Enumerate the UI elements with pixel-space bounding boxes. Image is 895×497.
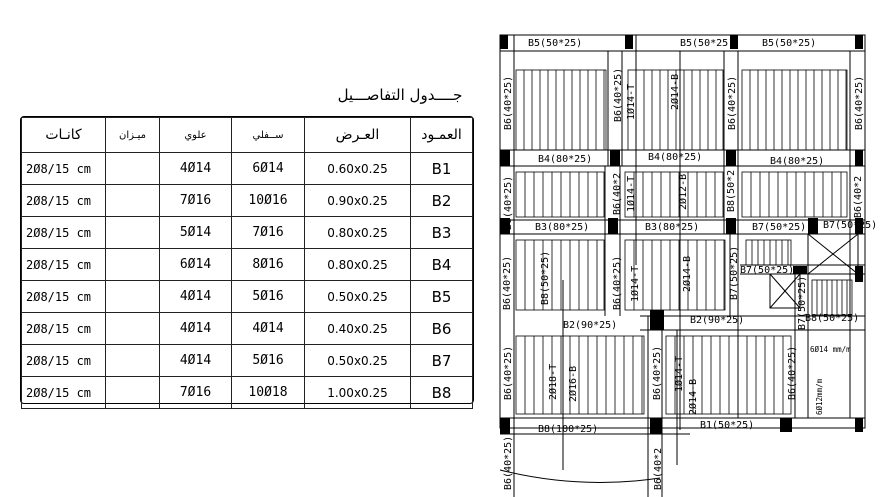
- header-dims: العـرض: [305, 118, 411, 153]
- cell-code: B4: [411, 249, 473, 281]
- cell-dims: 0.60x0.25: [305, 153, 411, 185]
- beam-label: B6(40*25): [727, 75, 738, 130]
- beam-label: B7(50*25): [752, 222, 807, 233]
- slab-panel: [516, 240, 604, 310]
- column: [610, 150, 620, 166]
- cell-stirrups: 2Ø8/15 cm: [22, 153, 106, 185]
- header-balance: ميـزان: [106, 118, 160, 153]
- beam-label: B8(50*2: [726, 169, 737, 212]
- cell-stirrups: 2Ø8/15 cm: [22, 281, 106, 313]
- beam-label: B5(50*25): [528, 38, 583, 49]
- column: [808, 218, 818, 234]
- rebar-label: 1Ø14-T: [674, 355, 685, 392]
- beam-label: B8(50*25): [805, 313, 860, 324]
- beam-label: B1(50*25): [700, 420, 755, 431]
- column: [855, 266, 863, 282]
- beam-label: B6(40*2: [653, 447, 664, 490]
- cell-bottom: 10Ø16: [232, 185, 305, 217]
- column: [726, 150, 736, 166]
- beam-label: B3(80*25): [645, 222, 700, 233]
- beam-label: B8(50*25): [540, 250, 551, 305]
- column: [855, 418, 863, 432]
- cell-bottom: 5Ø16: [232, 345, 305, 377]
- column: [855, 35, 863, 49]
- mesh-note: 6Ø12mm/m: [815, 378, 824, 415]
- cell-bottom: 5Ø16: [232, 281, 305, 313]
- cell-stirrups: 2Ø8/15 cm: [22, 345, 106, 377]
- cell-code: B6: [411, 313, 473, 345]
- cell-bottom: 10Ø18: [232, 377, 305, 409]
- cell-dims: 0.80x0.25: [305, 217, 411, 249]
- cell-top: 7Ø16: [160, 185, 232, 217]
- beam-label: B7(50*25): [823, 220, 878, 231]
- beam-label: B6(40*2: [853, 175, 864, 218]
- slab-panel: [746, 240, 791, 265]
- column: [608, 218, 618, 234]
- header-stirrups: كانـات: [22, 118, 106, 153]
- header-top: علوي: [160, 118, 232, 153]
- cell-bottom: 7Ø16: [232, 217, 305, 249]
- beam-label: B7(50*25): [740, 265, 795, 276]
- beam-label: B6(40*25): [613, 67, 624, 122]
- cell-top: 7Ø16: [160, 377, 232, 409]
- rebar-labels: [547, 74, 851, 415]
- column: [793, 266, 807, 274]
- beam-label: B4(80*25): [770, 156, 825, 167]
- cell-top: 4Ø14: [160, 153, 232, 185]
- cell-top: 4Ø14: [160, 281, 232, 313]
- cell-top: 6Ø14: [160, 249, 232, 281]
- header-bottom: ســفلي: [232, 118, 305, 153]
- cell-bottom: 6Ø14: [232, 153, 305, 185]
- beam-label: B8(100*25): [538, 424, 599, 435]
- beam-label: B7(50*25): [729, 245, 740, 300]
- mesh-note: 6Ø14 mm/m: [810, 345, 851, 354]
- cell-dims: 0.90x0.25: [305, 185, 411, 217]
- rebar-label: 1Ø14-T: [630, 265, 641, 302]
- cell-top: 4Ø14: [160, 313, 232, 345]
- cell-code: B2: [411, 185, 473, 217]
- slab-panel: [516, 336, 644, 414]
- cell-stirrups: 2Ø8/15 cm: [22, 377, 106, 409]
- column: [855, 150, 863, 166]
- cell-top: 4Ø14: [160, 345, 232, 377]
- cell-dims: 1.00x0.25: [305, 377, 411, 409]
- column: [650, 418, 662, 434]
- cell-dims: 0.50x0.25: [305, 281, 411, 313]
- beam-label: B2(90*25): [690, 315, 745, 326]
- rebar-label: 2Ø14-B: [682, 255, 693, 292]
- cell-code: B1: [411, 153, 473, 185]
- cell-dims: 0.50x0.25: [305, 345, 411, 377]
- rebar-label: 2Ø18-T: [548, 363, 559, 400]
- cell-code: B3: [411, 217, 473, 249]
- cell-bottom: 8Ø16: [232, 249, 305, 281]
- beam-label: B6(40*25): [503, 175, 514, 230]
- rebar-label: 2Ø14-B: [688, 378, 699, 415]
- beam-label: B4(80*25): [648, 152, 703, 163]
- column: [726, 218, 736, 234]
- cell-code: B7: [411, 345, 473, 377]
- cell-dims: 0.40x0.25: [305, 313, 411, 345]
- beam-label: B4(80*25): [538, 154, 593, 165]
- cell-code: B5: [411, 281, 473, 313]
- beam-label: B6(40*25): [503, 435, 514, 490]
- column: [500, 150, 510, 166]
- column: [780, 418, 792, 432]
- beam-label: B3(80*25): [535, 222, 590, 233]
- rebar-label: 1Ø14-T: [626, 83, 637, 120]
- beam-label: B6(40*25): [503, 75, 514, 130]
- beam-label: B6(40*25): [854, 75, 865, 130]
- column: [625, 35, 633, 49]
- beam-label: B6(40*25): [503, 345, 514, 400]
- beam-label: B6(40*25): [502, 255, 513, 310]
- slab-panel: [742, 172, 847, 217]
- cell-stirrups: 2Ø8/15 cm: [22, 313, 106, 345]
- slab-panel: [516, 70, 606, 150]
- beam-label: B6(40*25): [612, 255, 623, 310]
- beam-label: B5(50*25): [762, 38, 817, 49]
- beam-label: B7(50*25): [797, 275, 808, 330]
- header-code: العمـود: [411, 118, 473, 153]
- slab-panel: [516, 172, 604, 217]
- cell-stirrups: 2Ø8/15 cm: [22, 185, 106, 217]
- rebar-label: 2Ø14-B: [670, 73, 681, 110]
- rebar-label: 2Ø16-B: [568, 365, 579, 402]
- column: [650, 310, 664, 330]
- cell-code: B8: [411, 377, 473, 409]
- cell-bottom: 4Ø14: [232, 313, 305, 345]
- column: [500, 418, 510, 434]
- beam-label: B5(50*25): [680, 38, 735, 49]
- beam-label: B2(90*25): [563, 320, 618, 331]
- slab-panel: [625, 172, 723, 217]
- cell-stirrups: 2Ø8/15 cm: [22, 217, 106, 249]
- schedule-title: جــــدول التفاصـــيل: [337, 86, 463, 104]
- rebar-label: 2Ø12-B: [678, 173, 689, 210]
- cell-dims: 0.80x0.25: [305, 249, 411, 281]
- beam-label: B6(40*2: [612, 172, 623, 215]
- beam-label: B6(40*25): [652, 345, 663, 400]
- cell-top: 5Ø14: [160, 217, 232, 249]
- rebar-label: 1Ø14-T: [626, 175, 637, 212]
- column: [500, 35, 508, 49]
- cell-stirrups: 2Ø8/15 cm: [22, 249, 106, 281]
- beam-label: B6(40*25): [787, 345, 798, 400]
